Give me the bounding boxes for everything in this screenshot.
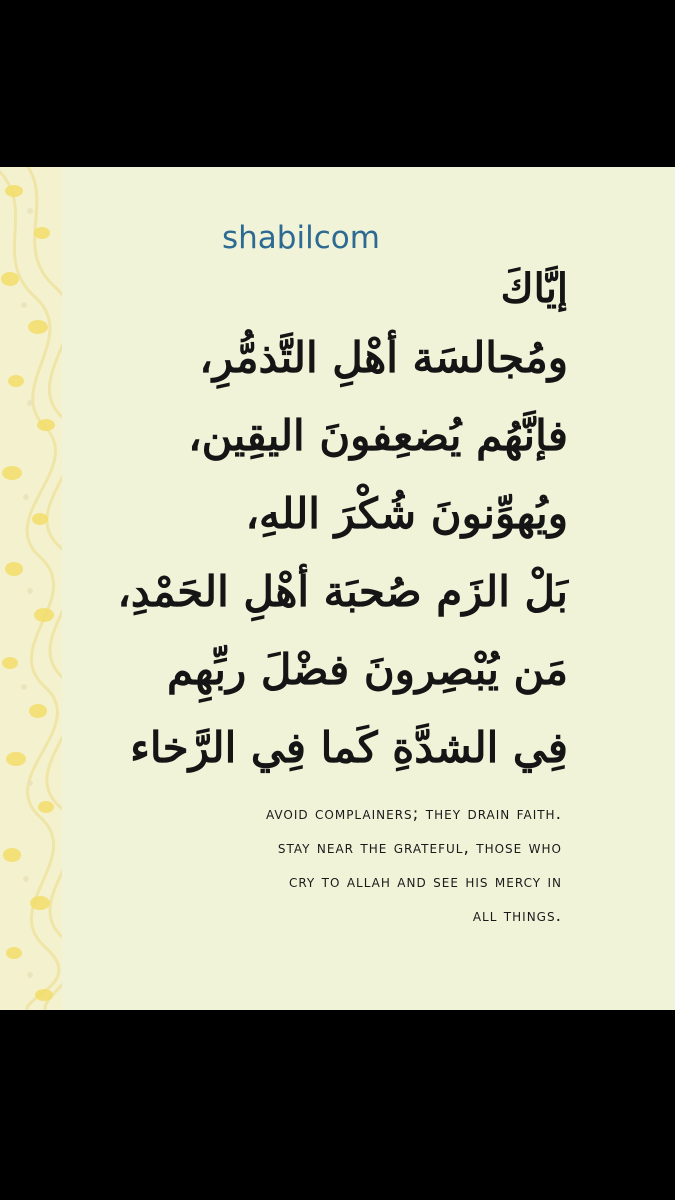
floral-border-pattern-icon <box>0 167 62 1010</box>
english-line: all things. <box>472 906 562 926</box>
arabic-line: فإنَّهُم يُضعِفونَ اليقِين، <box>188 411 568 460</box>
english-line: cry to allah and see his mercy in <box>288 872 562 892</box>
arabic-line: فِي الشدَّةِ كَما فِي الرَّخاء <box>130 723 568 772</box>
english-translation <box>150 797 562 933</box>
brand-watermark: shabilcom <box>222 220 380 256</box>
english-line: avoid complainers; they drain faith. <box>265 804 562 824</box>
english-line: stay near the grateful, those who <box>277 838 562 858</box>
arabic-line: بَلْ الزَم صُحبَة أهْلِ الحَمْدِ، <box>117 567 568 616</box>
arabic-line: ويُهوِّنونَ شُكْرَ اللهِ، <box>245 489 568 538</box>
arabic-verse <box>117 259 568 787</box>
arabic-line: مَن يُبْصِرونَ فضْلَ ربِّهِم <box>166 645 568 694</box>
arabic-line: ومُجالسَة أهْلِ التَّذمُّرِ، <box>199 333 568 382</box>
arabic-line: إيَّاكَ <box>500 265 568 312</box>
quote-card <box>0 167 675 1010</box>
